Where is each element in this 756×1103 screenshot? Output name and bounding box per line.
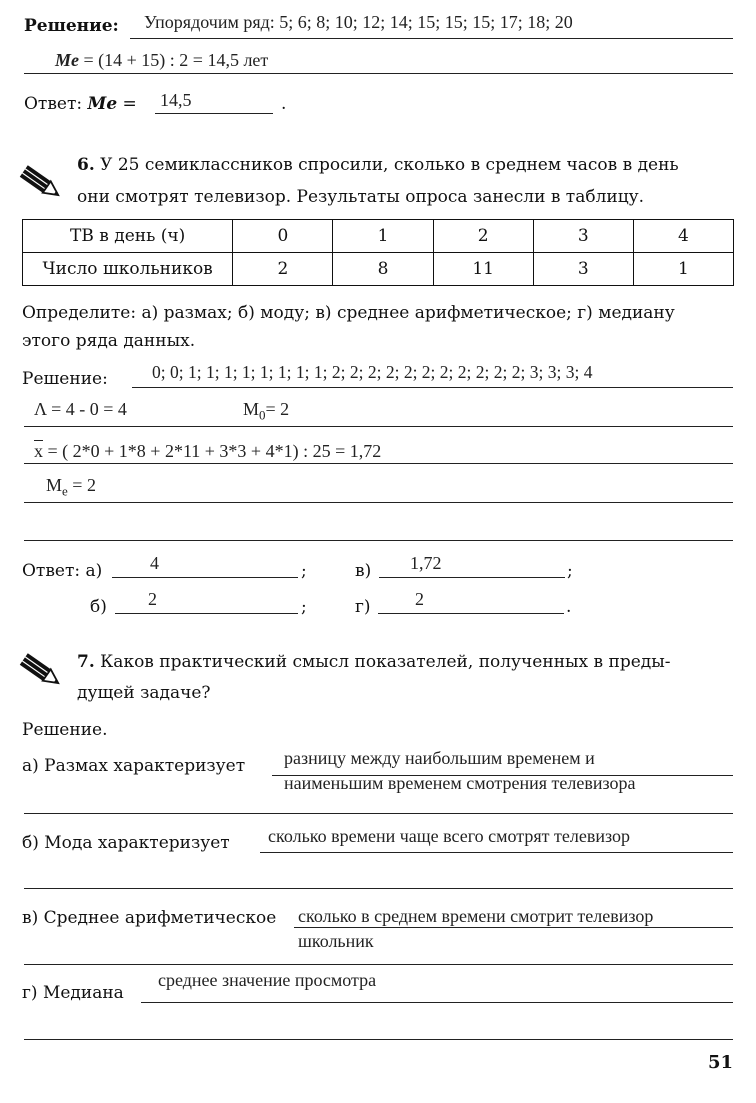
mean-meaning-answer-line2: школьник (298, 931, 374, 951)
table-cell: 4 (633, 220, 733, 253)
table-cell: 0 (233, 220, 333, 253)
task6-series: 0; 0; 1; 1; 1; 1; 1; 1; 1; 1; 2; 2; 2; 2; 2; 2; 2; 2; 2; 2; 2; 3; 3; 3; 4 (152, 362, 593, 382)
pencil-icon (18, 164, 64, 202)
task6-statement-line1 (77, 155, 679, 175)
me-symbol: Me (55, 50, 79, 70)
task6-answer-label: Ответ: а) (22, 561, 103, 581)
separator: ; (301, 597, 307, 617)
answer-line (294, 927, 733, 928)
answer-line (24, 73, 733, 74)
answer-line (24, 426, 733, 427)
range-meaning-answer-line1: разницу между наибольшим временем и (284, 748, 595, 768)
table-header-cell: Число школьников (23, 253, 233, 286)
answer-g-value: 2 (415, 589, 424, 609)
pencil-icon (18, 652, 64, 690)
mode-symbol: M (243, 399, 260, 419)
mean-formula: = ( 2*0 + 1*8 + 2*11 + 3*3 + 4*1) : 25 = 1,72 (43, 441, 382, 461)
answer-label: Ответ: (24, 94, 88, 114)
answer-line (130, 38, 733, 39)
page-number: 51 (708, 1052, 734, 1073)
table-cell: 8 (333, 253, 433, 286)
median-subscript: e (62, 483, 68, 499)
table-cell: 3 (533, 253, 633, 286)
answer-b-value: 2 (148, 589, 157, 609)
answer-line (260, 852, 733, 853)
prev-median-calc (55, 50, 268, 71)
answer-end: . (566, 597, 572, 617)
task6-statement-line2: они смотрят телевизор. Результаты опроса занесли в таблицу. (77, 187, 645, 207)
range-calc: Λ = 4 - 0 = 4 (34, 399, 127, 419)
answer-blank-line (112, 577, 298, 578)
prev-answer-end: . (281, 94, 287, 114)
answer-line (24, 502, 733, 503)
me-calc-text: = (14 + 15) : 2 = 14,5 лет (79, 50, 269, 70)
answer-b-label: б) (90, 597, 107, 617)
task-number: 7. (77, 652, 95, 672)
task6-solution-label: Решение: (22, 369, 108, 389)
mean-symbol: $\overline{x}$ (34, 441, 43, 461)
median-value: = 2 (67, 475, 96, 495)
tv-survey-table (22, 219, 734, 286)
median-meaning-label: г) Медиана (22, 983, 124, 1003)
answer-blank-line (115, 613, 298, 614)
prev-solution-label: Решение: (24, 16, 119, 36)
answer-line (24, 813, 733, 814)
answer-line (24, 964, 733, 965)
answer-v-label: в) (355, 561, 372, 581)
task7-statement-line1 (77, 652, 671, 672)
answer-blank-line (155, 113, 273, 114)
answer-v-value: 1,72 (410, 553, 442, 573)
mean-meaning-answer-line1: сколько в среднем времени смотрит телевизор (298, 906, 654, 926)
table-header-cell: ТВ в день (ч) (23, 220, 233, 253)
table-cell: 1 (633, 253, 733, 286)
separator: ; (567, 561, 573, 581)
answer-line (24, 888, 733, 889)
prev-answer-value: 14,5 (160, 90, 192, 110)
mode-meaning-answer: сколько времени чаще всего смотрят телевизор (268, 826, 630, 846)
mean-meaning-label: в) Среднее арифметическое (22, 908, 277, 928)
median-meaning-answer: среднее значение просмотра (158, 970, 377, 990)
answer-g-label: г) (355, 597, 371, 617)
range-meaning-answer-line2: наименьшим временем смотрения телевизора (284, 773, 636, 793)
table-cell: 1 (333, 220, 433, 253)
answer-line (24, 1039, 733, 1040)
equals-sign: = (117, 94, 137, 114)
median-calc (46, 475, 96, 500)
task-text: Каков практический смысл показателей, полученных в преды- (94, 652, 671, 672)
answer-a-value: 4 (150, 553, 159, 573)
task6-question-line2: этого ряда данных. (22, 331, 196, 351)
answer-line (132, 387, 733, 388)
separator: ; (301, 561, 307, 581)
prev-answer (24, 94, 137, 114)
table-cell: 11 (433, 253, 533, 286)
answer-line (141, 1002, 733, 1003)
task6-question-line1: Определите: а) размах; б) моду; в) среднее арифметическое; г) медиану (22, 303, 675, 323)
mode-value: = 2 (265, 399, 290, 419)
median-symbol: M (46, 475, 63, 495)
answer-blank-line (379, 577, 565, 578)
mode-subscript: 0 (259, 407, 266, 423)
task-text: У 25 семиклассников спросили, сколько в среднем часов в день (94, 155, 679, 175)
table-cell: 3 (533, 220, 633, 253)
task-number: 6. (77, 155, 95, 175)
prev-ordered-series: Упорядочим ряд: 5; 6; 8; 10; 12; 14; 15; 15; 15; 17; 18; 20 (144, 12, 573, 32)
task7-statement-line2: дущей задаче? (77, 683, 211, 703)
table-cell: 2 (233, 253, 333, 286)
answer-line (24, 540, 733, 541)
task7-solution-label: Решение. (22, 720, 108, 740)
me-symbol: Me (87, 94, 118, 114)
mean-calc (34, 441, 381, 462)
table-cell: 2 (433, 220, 533, 253)
mode-meaning-label: б) Мода характеризует (22, 833, 230, 853)
mode-calc (243, 399, 289, 424)
table-row (23, 253, 734, 286)
answer-blank-line (378, 613, 564, 614)
answer-line (24, 463, 733, 464)
table-row (23, 220, 734, 253)
range-meaning-label: а) Размах характеризует (22, 756, 246, 776)
